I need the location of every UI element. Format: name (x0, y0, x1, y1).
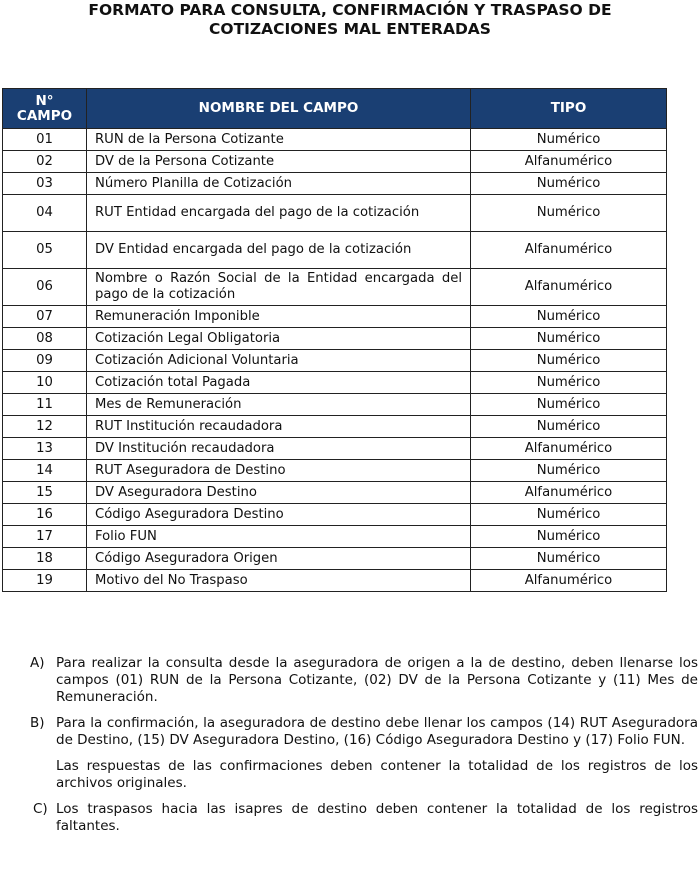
cell-tipo: Numérico (471, 306, 667, 328)
cell-nombre-campo: DV Institución recaudadora (87, 438, 471, 460)
cell-nombre-campo: DV Aseguradora Destino (87, 482, 471, 504)
note-b-letter: B) (30, 715, 45, 731)
cell-tipo: Numérico (471, 504, 667, 526)
cell-tipo: Alfanumérico (471, 232, 667, 269)
cell-num-campo: 14 (3, 460, 87, 482)
cell-nombre-campo: RUT Entidad encargada del pago de la cotización (87, 195, 471, 232)
table-row (3, 306, 667, 328)
cell-tipo: Numérico (471, 460, 667, 482)
cell-tipo: Numérico (471, 372, 667, 394)
cell-num-campo: 19 (3, 570, 87, 592)
cell-tipo: Alfanumérico (471, 482, 667, 504)
cell-num-campo: 17 (3, 526, 87, 548)
note-a-letter: A) (30, 655, 45, 671)
cell-num-campo: 11 (3, 394, 87, 416)
cell-tipo: Numérico (471, 548, 667, 570)
cell-nombre-campo: Remuneración Imponible (87, 306, 471, 328)
cell-tipo: Numérico (471, 416, 667, 438)
fields-table (2, 88, 667, 592)
cell-num-campo: 09 (3, 350, 87, 372)
table-row (3, 129, 667, 151)
cell-nombre-campo: Nombre o Razón Social de la Entidad encargada del pago de la cotización (87, 269, 471, 306)
cell-num-campo: 02 (3, 151, 87, 173)
cell-num-campo: 03 (3, 173, 87, 195)
cell-nombre-campo: Cotización Legal Obligatoria (87, 328, 471, 350)
cell-tipo: Numérico (471, 328, 667, 350)
table-row (3, 350, 667, 372)
table-row (3, 460, 667, 482)
header-num-line-2: CAMPO (16, 107, 73, 124)
table-row (3, 482, 667, 504)
table-row (3, 151, 667, 173)
cell-nombre-campo: RUT Institución recaudadora (87, 416, 471, 438)
cell-num-campo: 15 (3, 482, 87, 504)
cell-num-campo: 07 (3, 306, 87, 328)
cell-nombre-campo: Motivo del No Traspaso (87, 570, 471, 592)
table-row (3, 328, 667, 350)
header-tipo: TIPO (471, 89, 667, 129)
cell-tipo: Numérico (471, 394, 667, 416)
note-b (30, 715, 698, 749)
note-c (30, 801, 698, 835)
cell-tipo: Numérico (471, 350, 667, 372)
cell-tipo: Numérico (471, 195, 667, 232)
table-row (3, 269, 667, 306)
cell-tipo: Alfanumérico (471, 438, 667, 460)
table-row (3, 416, 667, 438)
table-row (3, 526, 667, 548)
cell-num-campo: 12 (3, 416, 87, 438)
cell-num-campo: 06 (3, 269, 87, 306)
table-header-row (3, 89, 667, 129)
cell-num-campo: 18 (3, 548, 87, 570)
cell-nombre-campo: Folio FUN (87, 526, 471, 548)
note-b-subparagraph: Las respuestas de las confirmaciones deben contener la totalidad de los registros de los archivos originales. (56, 758, 698, 791)
table-row (3, 195, 667, 232)
note-a-text: Para realizar la consulta desde la aseguradora de origen a la de destino, deben llenarse los campos (01) RUN de la Persona Cotizante, (02) DV de la Persona Cotizante y (11) Mes de Remuneración. (56, 655, 698, 705)
cell-tipo: Numérico (471, 526, 667, 548)
cell-nombre-campo: Mes de Remuneración (87, 394, 471, 416)
note-c-letter: C) (33, 801, 48, 817)
cell-nombre-campo: Cotización Adicional Voluntaria (87, 350, 471, 372)
document-title (0, 1, 700, 39)
table-row (3, 394, 667, 416)
document-title-line-2: COTIZACIONES MAL ENTERADAS (209, 20, 491, 38)
note-a (30, 655, 698, 706)
cell-num-campo: 16 (3, 504, 87, 526)
cell-num-campo: 08 (3, 328, 87, 350)
cell-tipo: Numérico (471, 173, 667, 195)
table-row (3, 173, 667, 195)
document-title-line-1: FORMATO PARA CONSULTA, CONFIRMACIÓN Y TRASPASO DE (88, 1, 612, 19)
cell-num-campo: 13 (3, 438, 87, 460)
cell-nombre-campo: Código Aseguradora Origen (87, 548, 471, 570)
table-row (3, 570, 667, 592)
cell-nombre-campo: RUT Aseguradora de Destino (87, 460, 471, 482)
header-nombre-campo: NOMBRE DEL CAMPO (87, 89, 471, 129)
cell-nombre-campo: DV de la Persona Cotizante (87, 151, 471, 173)
header-num-line-1: N° (35, 92, 54, 109)
note-b-text: Para la confirmación, la aseguradora de destino debe llenar los campos (14) RUT Aseguradora de Destino, (15) DV Aseguradora Destino, (16) Código Aseguradora Destino y (17) Folio FUN. (56, 715, 698, 748)
cell-num-campo: 10 (3, 372, 87, 394)
cell-nombre-campo: Cotización total Pagada (87, 372, 471, 394)
table-row (3, 504, 667, 526)
cell-tipo: Alfanumérico (471, 151, 667, 173)
notes-section (30, 655, 698, 844)
cell-nombre-campo: Número Planilla de Cotización (87, 173, 471, 195)
table-row (3, 548, 667, 570)
cell-num-campo: 01 (3, 129, 87, 151)
cell-num-campo: 05 (3, 232, 87, 269)
cell-tipo: Numérico (471, 129, 667, 151)
table-row (3, 438, 667, 460)
table-row (3, 372, 667, 394)
cell-nombre-campo: RUN de la Persona Cotizante (87, 129, 471, 151)
cell-tipo: Alfanumérico (471, 570, 667, 592)
cell-num-campo: 04 (3, 195, 87, 232)
cell-nombre-campo: Código Aseguradora Destino (87, 504, 471, 526)
cell-tipo: Alfanumérico (471, 269, 667, 306)
note-c-text: Los traspasos hacia las isapres de destino deben contener la totalidad de los registros faltantes. (56, 801, 698, 834)
header-num-campo (3, 89, 87, 129)
table-row (3, 232, 667, 269)
table-body (3, 129, 667, 592)
cell-nombre-campo: DV Entidad encargada del pago de la cotización (87, 232, 471, 269)
